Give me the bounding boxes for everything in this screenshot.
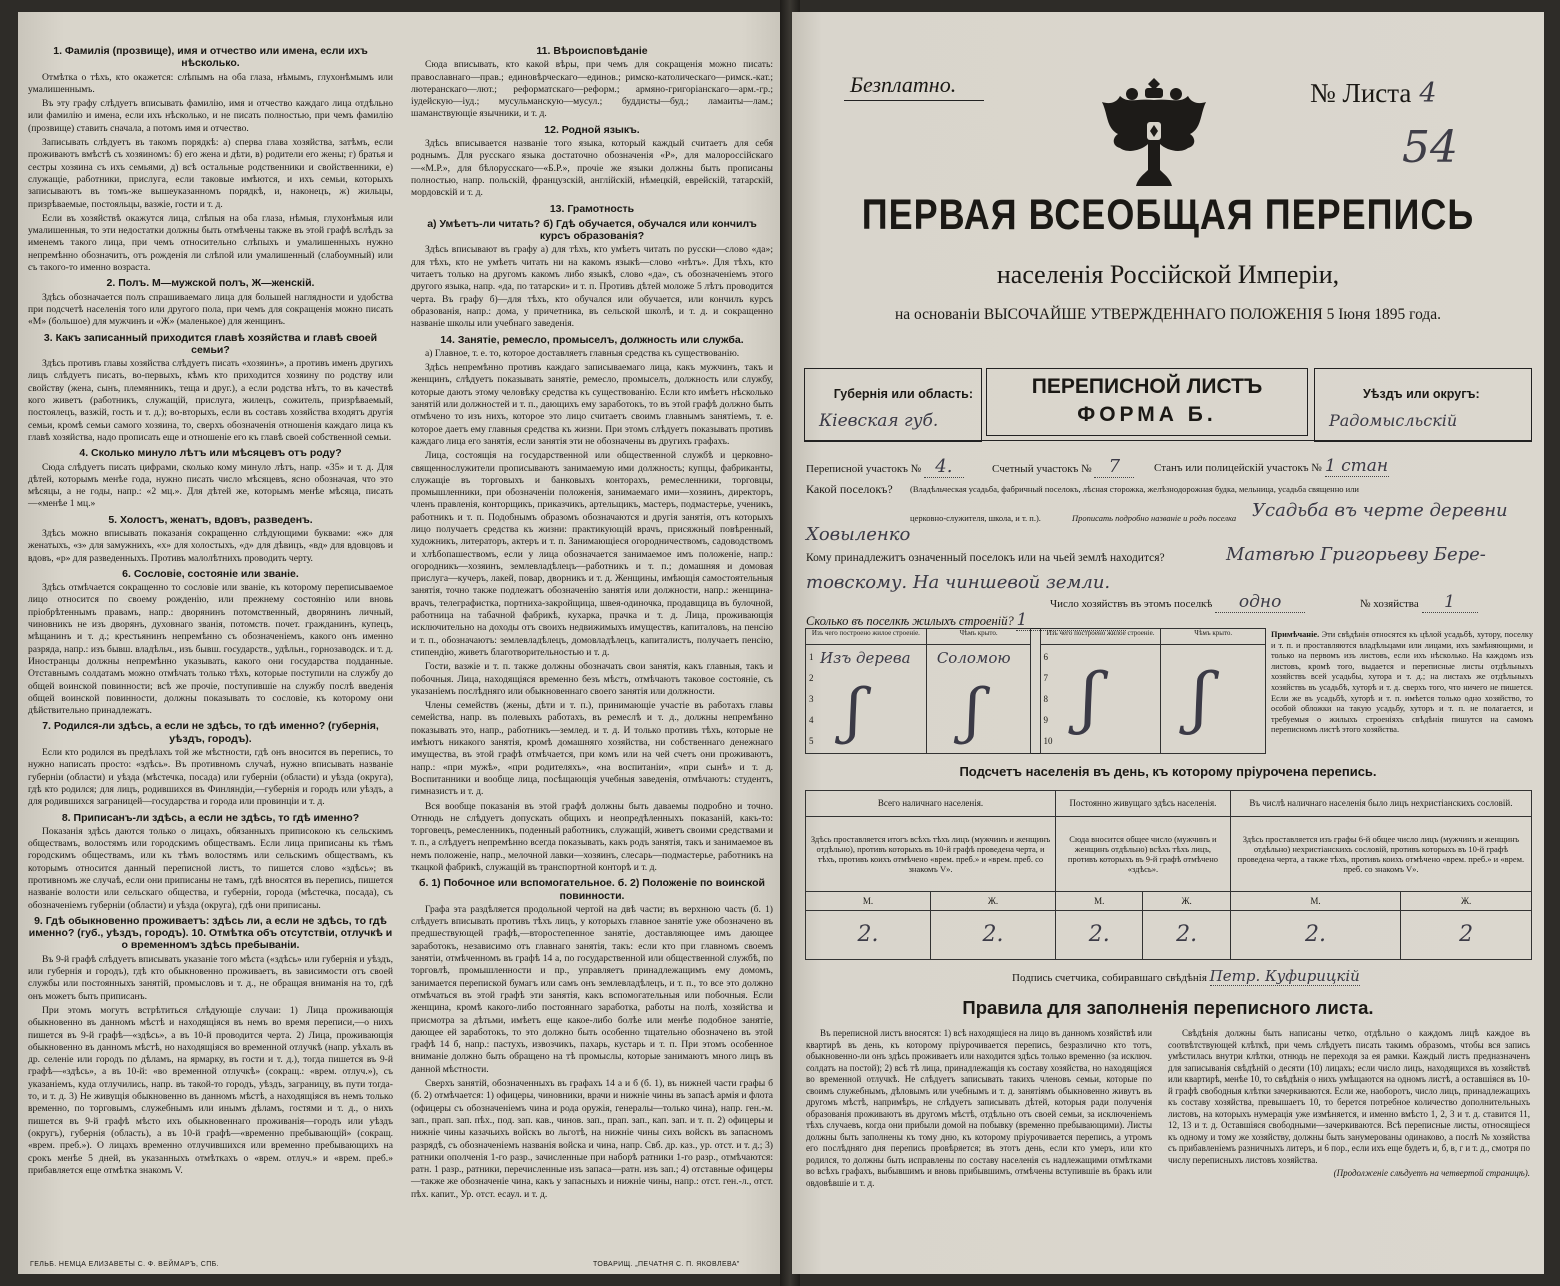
police-district-value: 1 стан <box>1324 456 1389 476</box>
decree-line: на основаніи ВЫСОЧАЙШЕ УТВЕРЖДЕННАГО ПОЛОЖЕНІЯ 5 Іюня 1895 года. <box>894 306 1442 323</box>
printer-imprint-right: ТОВАРИЩ. „ПЕЧАТНЯ С. П. ЯКОВЛЕВА" <box>593 1261 740 1268</box>
instruction-paragraph: Сюда слѣдуетъ писать цифрами, сколько кому минуло лѣтъ, напр. «35» и т. д. Для дѣтей, которымъ менѣе года, нужно писать число мѣсяцевъ, ясно обозначая, что это мѣсяцы, а не годы, напр.: «2 мц.». Для дѣтей же, которымъ менѣе мѣсяца, писать—«менѣе 1 мц.» <box>28 461 393 510</box>
census-district-value: 4. <box>924 456 964 478</box>
enumerator-signature: Петр. Куфирицкій <box>1209 967 1360 985</box>
rules-column-2 <box>1168 1028 1530 1180</box>
total-female-value: 2. <box>931 910 1056 959</box>
printer-imprint-left: ГЕЛЬБ. НЕМЦА ЕЛИЗАВЕТЫ С. Ф. ВЕЙМАРЪ, СПБ. <box>30 1261 219 1268</box>
resident-population-desc: Сюда вносится общее число (мужчинъ и женщинъ отдѣльно) всѣхъ тѣхъ лицъ, противъ которыхъ въ 9-й графѣ отмѣчено «здѣсь». <box>1056 816 1231 891</box>
non-christian-desc: Здѣсь проставляется изъ графы 6-й общее число лицъ (мужчинъ и женщинъ отдѣльно) нехристіанскихъ сословій, противъ которыхъ въ 10-й графѣ проведена черта, а также тѣхъ, противъ коихъ отмѣчено «врем. преб.» и «врем. преб. со знакомъ V». <box>1230 816 1531 891</box>
instruction-paragraph: Члены семействъ (жены, дѣти и т. п.), принимающіе участіе въ работахъ главы семейства, напр. въ полевыхъ работахъ, въ ремеслѣ и т. д., должны непремѣнно показывать это, напр., работникъ—землед. и т. д. И только противъ тѣхъ, которые не имѣютъ никакого занятія, кромѣ домашняго хозяйства, ни собственнаго денежнаго имущества, въ этой графѣ отмѣчается, при комъ или на чей счетъ они проживаютъ, напр.: «при мужѣ», «при родителяхъ», «на воспитаніи», «при сынѣ» и т. д. Воспитанники и вообще лица, посѣщающія учебныя заведенія, отмѣчаютъ: студентъ, гимназистъ и т. д. <box>411 700 773 798</box>
resident-female-header: Ж. <box>1143 891 1230 910</box>
province-label: Губернія или область: <box>833 387 973 401</box>
rules-continuation: (Продолженіе слѣдуетъ на четвертой страницѣ). <box>1333 1168 1530 1178</box>
form-letter: ФОРМА Б. <box>1077 403 1217 426</box>
instruction-heading: б. 1) Побочное или вспомогательное. б. 2) Положеніе по воинской повинности. <box>419 877 765 902</box>
instruction-heading: 4. Сколько минуло лѣтъ или мѣсяцевъ отъ роду? <box>79 447 342 460</box>
rules-column-1: Въ переписной листъ вносятся: 1) всѣ находящіеся на лицо въ данномъ хозяйствѣ или квартирѣ въ день, къ которому пріурочивается перепись, безразлично кто тотъ, обыкновенно-ли онъ здѣсь проживаетъ или находится здѣсь только временно (за исключ. солдатъ на постой); 2) всѣ тѣ лица, принадлежащія къ составу хозяйства, но находящіяся во временной отлучкѣ. Не слѣдуетъ записывать такихъ членовъ семьи, которые по своимъ служебнымъ, дѣловымъ или учебнымъ и т. д. занятіямъ обыкновенно живутъ въ другомъ мѣстѣ, напримѣръ, не слѣдуетъ записывать дѣтей, которыя ради полученія образованія проживаютъ въ другомъ мѣстѣ, отдѣльно отъ своей семьи, за исключеніемъ тѣхъ случаевъ, когда они прибыли домой на побывку (временно пребывающими). Листы должны быть заполнены къ тому дню, къ которому пріурочивается перепись, а утромъ его послѣдняго дня перепись провѣряется; въ этотъ день, если кто умеръ, или кто родился, то должны быть исправлены по составу населенія съ надлежащими отмѣтками во всѣхъ графахъ, выбывшимъ и вновь прибывшимъ, отмѣчены вступившіе въ бракъ или овдовѣвшіе и т. д. <box>806 1028 1152 1188</box>
double-headed-eagle-emblem <box>1098 74 1210 194</box>
building-row-number: 2 <box>809 673 814 683</box>
population-count-table <box>805 790 1532 960</box>
building-row-number: 3 <box>809 694 814 704</box>
owner-label: Кому принадлежитъ означенный поселокъ или на чьей землѣ находится? <box>806 552 1165 564</box>
instruction-heading: 6. Сословіе, состояніе или званіе. <box>122 567 299 580</box>
instruction-paragraph: Здѣсь обозначается полъ спрашиваемаго лица для большей наглядности и удобства при подсчетѣ населенія того или другого пола, при чемъ для сокращенія можно писать «М» (большое) для мужчинъ и «Ж» (маленькое) для женщинъ. <box>28 291 393 328</box>
non-christian-male-header: М. <box>1230 891 1400 910</box>
census-district-field <box>806 456 964 478</box>
resident-male-header: М. <box>1056 891 1143 910</box>
building-dash-left: ʃ <box>846 676 863 746</box>
instruction-paragraph: Сюда вписывать, кто какой вѣры, при чемъ для сокращенія можно писать: православнаго—прав.; единовѣрческаго—единов.; римско-католическаго—римск.-кат.; лютеранскаго—лют.; реформатскаго—реформ.; армяно-григоріанскаго—арм.-гр.; іудейскую—іуд.; мусульманскую—мусул.; буддисты—буд.; ламаиты—лам.; шаманствующіе язычники, и т. д. <box>411 59 773 120</box>
settlement-label: Какой поселокъ? <box>806 482 893 496</box>
household-number-label: № хозяйства <box>1360 598 1419 610</box>
form-name: ПЕРЕПИСНОЙ ЛИСТЪ <box>1031 375 1263 398</box>
province-value: Кіевская губ. <box>819 411 939 431</box>
census-district-label: Переписной участокъ № <box>806 463 922 475</box>
instructions-column-1 <box>28 42 393 1179</box>
instruction-paragraph: Вся вообще показанія въ этой графѣ должны быть даваемы подробно и точно. Отнюдь не слѣдуетъ допускать общихъ и неопредѣленныхъ показаній, какъ-то: торговецъ, ремесленникъ, поденный работникъ, служащій, живетъ своими средствами и т. п., а слѣдуетъ непремѣнно всегда показывать, какъ родъ занятія, такъ и занимаемое въ немъ положеніе, напр., мелочной лавки—хозяинъ, слесарь—подмастерье, работникъ на ткацкой фабрикѣ, служащій въ транспортной конторѣ и т. д. <box>411 800 773 873</box>
buildings-table <box>805 628 1266 754</box>
building-row-number: 1 <box>809 652 814 662</box>
household-number-value: 1 <box>1422 592 1478 613</box>
instruction-heading: 9. Гдѣ обыкновенно проживаетъ: здѣсь ли, а если не здѣсь, то гдѣ именно? (губ., уѣздъ, городъ). 10. Отмѣтка объ отсутствіи, отлучкѣ и о временномъ здѣсь пребываніи. <box>28 914 393 952</box>
building-row-number: 5 <box>809 736 814 746</box>
sheet-number-value: 4 <box>1419 78 1437 109</box>
instruction-heading: 14. Занятіе, ремесло, промыселъ, должность или служба. <box>440 333 744 346</box>
building-dash-roof: ʃ <box>964 676 982 746</box>
instruction-heading: 12. Родной языкъ. <box>544 123 640 136</box>
building-row-number: 6 <box>1043 652 1049 662</box>
settlement-note-2: церковно-служителя, школа, и т. п.). <box>910 513 1041 523</box>
building-row-number: 10 <box>1043 736 1053 746</box>
resident-female-value: 2. <box>1143 910 1230 959</box>
instruction-paragraph: Записывать слѣдуетъ въ такомъ порядкѣ: а) сперва глава хозяйства, затѣмъ, если проживаютъ вмѣстѣ съ хозяиномъ: б) его жена и дѣти, в) родители его жены; г) братья и сестры хозяина съ ихъ семьями, д) всѣ остальные родственники и свойственники, е) служащіе, работники, прислуга, если таковые имѣются, и ихъ семьи, которыхъ записываютъ въ томъ-же вышеуказанномъ порядкѣ, и, наконецъ, ж) жильцы, призрѣваемые, постояльцы, вазжіе, гости и т. д. <box>28 137 393 210</box>
instruction-paragraph: Гости, вазжіе и т. п. также должны обозначать свои занятія, какъ главныя, такъ и побочныя. Лица, находящіяся временно безъ мѣстъ, отмѣчаютъ таковое состояніе, съ указаніемъ послѣдняго или обыкновеннаго своего занятія или должности. <box>411 661 773 697</box>
settlement-value-2: Ховыленко <box>806 524 911 545</box>
instruction-paragraph: Показанія здѣсь даются только о лицахъ, обязанныхъ приписокою къ сельскимъ обществамъ, волостямъ или городскимъ обществамъ. Если лица приписаны къ тѣмъ городскимъ обществамъ, или къ тѣмъ волостямъ или сельскимъ обществамъ, къ которымъ относится данный переписной листъ, то пишется слово «здѣсь»; въ противномъ же случаѣ, если они приписаны не тамъ, гдѣ вносятся въ перепись, пишется названіе волости или сельскаго общества, и губерніи, города (мѣстечка, посада), съ обозначеніемъ губерніи (области) и уѣзда (округа), гдѣ они приписаны. <box>28 825 393 911</box>
instruction-paragraph: Если кто родился въ предѣлахъ той же мѣстности, гдѣ онъ вносится въ перепись, то нужно написать просто: «здѣсь». Въ противномъ случаѣ, нужно вписывать названіе губерніи (области) и уѣзда (мѣстечка, посада) или губерніи (области) и уѣзда (округа), гдѣ кто родился; для лицъ, родившихся въ Финляндіи,—губернія и городъ или уѣздъ, а для родившихся заграницей—государства и города или провинціи и т. д. <box>28 747 393 808</box>
total-population-desc: Здѣсь проставляется итогъ всѣхъ тѣхъ лицъ (мужчинъ и женщинъ отдѣльно), противъ которыхъ въ 10-й графѣ проведена черта, и тѣхъ, противъ коихъ отмѣчено «врем. преб.» и «врем. преб. со знакомъ V». <box>806 816 1056 891</box>
buildings-label: Сколько въ поселкѣ жилыхъ строеній? <box>806 614 1014 628</box>
sheet-number-label: № Листа <box>1310 78 1412 108</box>
district-label: Уѣздъ или округъ: <box>1363 387 1480 401</box>
building-1-material: Изъ дерева <box>820 649 911 667</box>
instruction-heading: 13. Грамотность <box>549 202 635 215</box>
instruction-paragraph: Въ 9-й графѣ слѣдуетъ вписывать указаніе того мѣста («здѣсь» или губернія и уѣздъ, или губернія и городъ), гдѣ кто обыкновенно проживаетъ, въ зависимости отъ своей службы или постоянныхъ занятій, промысловъ и т. д., не обращая вниманія на то, гдѣ онъ можетъ быть приписанъ. <box>28 953 393 1002</box>
instruction-paragraph: Здѣсь можно вписывать показанія сокращенно слѣдующими буквами: «ж» для женатыхъ, «з» для замужнихъ, «х» для холостыхъ, «д» для дѣвицъ, «вд» для вдовцовъ и вдовъ, «р» для разведенныхъ. Противъ малолѣтнихъ проводить черту. <box>28 527 393 564</box>
count-district-value: 7 <box>1094 456 1134 478</box>
district-box <box>1314 368 1532 442</box>
households-value: одно <box>1215 592 1305 613</box>
instruction-paragraph: Здѣсь противъ главы хозяйства слѣдуетъ писать «хозяинъ», а противъ именъ другихъ лицъ слѣдуетъ писать, во-первыхъ, кѣмъ кто приходится хозяину по родству или свойству (жена, сынъ, племянникъ, теща и друг.), а если родства нѣтъ, то въ качествѣ кого живетъ (работникъ, служащій, прислуга, жилецъ, сожитель, призрѣваемый, постоялецъ, вазжій, гость и т. д.); во-вторыхъ, если въ составъ хозяйства входятъ другія семьи, кромѣ семьи самого хозяина, то, сверхъ обозначенія отношенія каждаго лица къ главѣ хозяйства, надо прописать еще и отношеніе его къ главѣ своей собственной семьи. <box>28 358 393 443</box>
buildings-note <box>1271 630 1533 736</box>
instruction-paragraph: При этомъ могутъ встрѣтиться слѣдующіе случаи: 1) Лица проживающія обыкновенно въ данномъ мѣстѣ и находящіяся въ немъ во время переписи,—о нихъ пишется въ 9-й графѣ—«здѣсь», а въ 10-й проводится черта. 2) Лица, проживающія обыкновенно въ данномъ мѣстѣ, но находящіяся во временной отлучкѣ (напр. уѣхалъ въ др. селеніе или городъ по дѣламъ, на ярмарку, въ гости и т. д.), тогда пишется въ 9-й графѣ—«здѣсь», а въ 10-й: «во временной отлучкѣ» (сокращ.: «врем. отлуч.»), съ указаніемъ, куда отлучились, напр. въ такой-то городъ, уѣздъ, заграницу, въ пути тогда-то, и т. д. 3) Не живущія обыкновенно въ данномъ мѣстѣ, а находящіяся въ немъ только временно, по торговымъ, служебнымъ или инымъ дѣламъ, гостями и т. д., о нихъ пишется въ 9-й графѣ мѣсто ихъ обыкновеннаго проживанія—городъ или уѣздъ (округъ), губернія (область), а въ 10-й графѣ—«временно пребывающій» (сокращ. «врем. преб.»). О лицахъ временно отлучившихся или временно пребывающихъ на срокъ менѣе 5 дней, въ указанныхъ отмѣткахъ о «врем. отлуч.» и «врем. преб.» прибавляется еще отмѣтка знакомъ V. <box>28 1004 393 1176</box>
form-subtitle: населенія Россійской Имперіи, <box>996 260 1340 289</box>
form-title: ПЕРВАЯ ВСЕОБЩАЯ ПЕРЕПИСЬ <box>861 190 1475 239</box>
district-value: Радомысльскій <box>1329 411 1458 430</box>
buildings-row-numbers-left <box>806 645 927 754</box>
buildings-value: 1 <box>1016 610 1126 631</box>
household-number-field <box>1360 592 1478 613</box>
instruction-paragraph: Здѣсь отмѣчается сокращенно то сословіе или званіе, къ которому переписываемое лицо относится по своему рожденію, или прежнему состоянію или вновь пріобрѣтеннымъ правамъ, напр.: дворянинъ потомственный, дворянинъ личный, чиновникъ не изъ дворянъ, духовнаго званія, потомств. почет. гражданинъ, купецъ, мѣщанинъ и т. д.; крестьянинъ непремѣнно съ обозначеніемъ, какого онъ именно разряда, напр.: изъ бывш. владѣльч., изъ бывш. государств., удѣльн., горнозаводск. и т. д. Иностранцы должны непремѣнно указывать, какого они государства подданные. Отставнымъ солдатамъ можно отмѣчать только тѣхъ, которые поступили на службу до общей воинской повинности; всѣ же прочіе, поступившіе на службу послѣ введенія общей воинской повинности, должны показывать то сословіе, къ которому они дѣйствительно принадлежатъ. <box>28 582 393 717</box>
non-christian-male-value: 2. <box>1230 910 1400 959</box>
settlement-value: Усадьба въ черте деревни <box>1252 500 1508 521</box>
total-male-value: 2. <box>806 910 931 959</box>
buildings-roof-header-2: Чѣмъ крыто. <box>1161 629 1266 645</box>
table-divider-2 <box>1031 645 1040 754</box>
note-heading: Примѣчаніе. <box>1271 630 1320 639</box>
buildings-roof-header: Чѣмъ крыто. <box>926 629 1031 645</box>
settlement-note: (Владѣльческая усадьба, фабричный поселокъ, лѣсная сторожка, желѣзнодорожная будка, мельница, усадьба священно или <box>910 484 1359 494</box>
census-form-page <box>792 12 1544 1274</box>
instruction-paragraph: а) Главное, т. е. то, которое доставляетъ главныя средства къ существованію. <box>425 347 740 359</box>
free-underline <box>844 100 984 101</box>
instruction-heading: 5. Холостъ, женатъ, вдовъ, разведенъ. <box>108 513 313 526</box>
building-1-roof: Соломою <box>936 649 1011 667</box>
sheet-number <box>1310 78 1437 109</box>
building-dash-right: ʃ <box>1080 659 1099 736</box>
building-roof-cell <box>926 645 1031 754</box>
instruction-heading: 1. Фамилія (прозвище), имя и отчество или имена, если ихъ нѣсколько. <box>53 45 368 70</box>
instruction-paragraph: Графа эта раздѣляется продольной чертой на двѣ части; въ верхнюю часть (б. 1) слѣдуетъ вписывать противъ тѣхъ лицъ, у которыхъ главное занятіе уже обозначено въ предшествующей графѣ,—второстепенное занятіе, доставляющее имъ дающее заработокъ, независимо отъ главнаго занятія, такъ: если кто при главномъ своемъ занятіи, отмѣченномъ въ графѣ 14 а, по государственной или общественной службѣ, по торговлѣ, промышленности и пр., управляетъ принадлежащимъ ему домомъ, занимается перепиской бумагъ или самъ онъ землевладѣлецъ, и т. п., то все это должно отмѣчаться въ этой графѣ эти занятія, какъ вспомогательныя или побочныя. Если женщина, кромѣ какого-либо постояннаго заработка, работы на полѣ, хозяйства и присмотра за дѣтьми, имѣетъ еще какое-либо болѣе или менѣе подобное занятіе, дающее ей заработокъ, то это должно быть особенно тщательно обозначено въ этой графѣ 14 б, напр.: пастухъ, извозчикъ, пахарь, кустарь и т. п. При этомъ особенное вниманіе должно быть обращено на тѣ промыслы, которые занимаютъ много лицъ въ данной мѣстности. <box>411 903 773 1075</box>
instruction-paragraph: Сверхъ занятій, обозначенныхъ въ графахъ 14 а и б (б. 1), въ нижней части графы б (б. 2) отмѣчается: 1) офицеры, чиновники, врачи и нижніе чины въ запасѣ армія и флота (офицеры съ обозначеніемъ чина и рода оружія, генералы—только чина), напр. ген.-м. зап., прап. зап. пѣх., под. зап. кав., чинов. зап., прап. зап., кап. зап. и т. п. 2) офицеры и нижніе чины казачьихъ войскъ во льготѣ, на нижніе чины сихъ войскъ въ запасномъ разрядѣ, съ обозначеніемъ названія войска и чина, напр. Свб. др. каз., ур. отст. и т. д.; 3) ратники ополченія 1-го разр., зачисленные при наборѣ ратники 1-го разр., отмѣчаются: ратн. 1 разр., ратники, перечисленные изъ запаса—ратн. изъ зап.; 4) отставные офицеры—также же обозначеніе чина, какъ у запасныхъ и нижніе чины, напр.: отст. ген.-л., отст. пѣх. капит., Ур. отст. есаул. и т. д. <box>411 1078 773 1200</box>
instruction-paragraph: Въ эту графу слѣдуетъ вписывать фамилію, имя и отчество каждаго лица отдѣльно или фамилію и имена, если ихъ нѣсколько, и не писать полностью, при чемъ фамилію (прозвище) ставить сначала, а потомъ имя и отчество. <box>28 98 393 134</box>
non-christian-header: Въ числѣ наличнаго населенія было лицъ нехристіанскихъ сословій. <box>1230 791 1531 817</box>
buildings-row-numbers-right <box>1040 645 1161 754</box>
enumerator-signature-label: Подпись счетчика, собиравшаго свѣдѣнія <box>1012 972 1207 984</box>
owner-value-2: товскому. На чиншевой земли. <box>806 572 1111 593</box>
non-christian-female-value: 2 <box>1401 910 1532 959</box>
building-roof-cell-2 <box>1161 645 1266 754</box>
building-row-number: 9 <box>1043 715 1049 725</box>
instruction-heading: а) Умѣетъ-ли читать? б) Гдѣ обучается, обучался или кончилъ курсъ образованія? <box>427 217 757 243</box>
building-row-number: 4 <box>809 715 814 725</box>
note-text: Эти свѣдѣнія относятся къ цѣлой усадьбѣ, хутору, поселку и т. п. и проставляются владѣльцами или лицами, ихъ замѣняющими, и только на первомъ изъ листовъ, если ихъ нѣсколько. На каждомъ изъ листовъ, кромѣ того, выдается и переписные листы отдѣльныхъ хозяйствъ всей усадьбы, хутора и т. д.; на листахъ же отдѣльныхъ хозяйствъ въ усадьбѣ, хуторѣ и т. д. сверхъ того, что ничего не пишется. Если же въ усадьбѣ, хуторѣ и т. п. имѣется только одно хозяйство, то особой обложки на такую усадьбу, хуторъ и т. п. не полагается, и требуемыя о жилыхъ строеніяхъ свѣдѣнія пишутся на самомъ переписномъ листѣ этого хозяйства. <box>1271 630 1533 735</box>
rules-title: Правила для заполненія переписного листа. <box>962 997 1374 1018</box>
province-box <box>804 368 982 442</box>
form-type-box <box>986 368 1308 436</box>
instruction-paragraph: Здѣсь непремѣнно противъ каждаго записываемаго лица, какъ мужчинъ, такъ и женщинъ, слѣдуетъ показывать занятіе, ремесло, промыселъ, должность или службу, которые даютъ этому человѣку средства къ существованію. Если кто имѣетъ нѣсколько занятій или должностей и т. п., дающихъ ему заработокъ, то въ этой графѣ должно быть отмѣчено то изъ нихъ, которое это лицо считаетъ своимъ главнымъ занятіемъ, т. е. которое даетъ ему главныя средства къ жизни. При этомъ слѣдуетъ показывать противъ каждаго лица его занятія, если занятія эти не обозначены въ другихъ графахъ. <box>411 362 773 447</box>
total-female-header: Ж. <box>931 891 1056 910</box>
instruction-heading: 8. Приписанъ-ли здѣсь, а если не здѣсь, то гдѣ именно? <box>61 811 360 824</box>
total-population-header: Всего наличнаго населенія. <box>806 791 1056 817</box>
count-district-field <box>992 456 1134 478</box>
instructions-page <box>18 12 788 1274</box>
table-divider <box>1031 629 1040 645</box>
building-row-number: 7 <box>1043 673 1049 683</box>
free-of-charge-label: Безплатно. <box>850 72 957 97</box>
owner-value: Матвѣю Григорьеву Бере- <box>1226 544 1486 565</box>
police-district-field <box>1154 456 1389 477</box>
instruction-paragraph: Отмѣтка о тѣхъ, кто окажется: слѣпымъ на оба глаза, нѣмымъ, глухонѣмымъ или умалишеннымъ. <box>28 71 393 95</box>
resident-male-value: 2. <box>1056 910 1143 959</box>
instructions-column-2 <box>411 42 773 1203</box>
settlement-note-3: Прописать подробно названіе и родъ поселка <box>1072 513 1237 523</box>
instruction-paragraph: Лица, состоящія на государственной или общественной службѣ и церковно-священнослужители прописываютъ занимаемую ими должность; купцы, фабриканты, служащіе въ торговыхъ и банковыхъ конторахъ, ремесленники, торговцы, промышленники, при обозначеніи положенія, занимаемаго ими—хозяинъ, директоръ, членъ правленія, конторщикъ, приказчикъ, артельщикъ, мастеръ, подмастерье, ученикъ, работникъ и т. п. Подобнымъ образомъ обозначаются и другія занятія, отъ которыхъ лицо получаетъ средства къ жизни: практикующій врачъ, присяжный повѣренный, художникъ, литераторъ, актеръ и т. п. Занимающіеся огородничествомъ, садоводствомъ и хлѣбопашествомъ, если у лица обозначается занимаемое имъ положеніе, напр.: огородникъ—хозяинъ, землевладѣлецъ—работникъ и т. п.; домашняя и домовая прислуга—кучеръ, лакей, повар, дворникъ и т. д. Женщины, имѣющія самостоятельныя занятія, точно также подлежатъ обозначенію занятія или должности, напр.: женщина-врачъ, телеграфистка, портниха-закройщица, швея-одиночка, продавщица въ булочной, работница на табачной фабрикѣ, кухарка, прачка и т. д. Лица, проживающія исключительно на доходы отъ своихъ недвижимыхъ имуществъ, капиталовъ, на пенсію и т. п., обозначаютъ: землевладѣлецъ, домовладѣлецъ, капиталистъ, получаетъ пенсію, стипендію, живетъ благотворительностью и т. д. <box>411 450 773 658</box>
population-count-title: Подсчетъ населенія въ день, къ которому пріурочена перепись. <box>959 764 1377 779</box>
households-label: Число хозяйствъ въ этомъ поселкѣ <box>1050 598 1213 610</box>
buildings-material-header-2: Изъ чего построено жилое строеніе. <box>1040 629 1161 645</box>
instruction-heading: 7. Родился-ли здѣсь, а если не здѣсь, то гдѣ именно? (губернія, уѣздъ, городъ). <box>42 720 379 745</box>
instruction-heading: 2. Полъ. М—мужской полъ, Ж—женскій. <box>106 277 315 290</box>
building-row-number: 8 <box>1043 694 1049 704</box>
header-rule <box>804 440 1532 441</box>
instruction-paragraph: Здѣсь вписывают въ графу а) для тѣхъ, кто умѣетъ читать по русски—слово «да»; для тѣхъ, кто не умѣетъ читать ни на какомъ языкѣ—слово «нѣтъ». Для тѣхъ, кто читаетъ только на другомъ какомъ либо языкѣ, слово «да», съ обозначеніемъ этого другого языка, напр. «да, по татарски» и т. п. Противъ дѣтей моложе 5 лѣтъ проводится черта. Въ графу б)—для тѣхъ, кто обучался или обучается, или кончилъ курсъ образованія, напр.: дома, у причетника, въ сельской школѣ, и т. д. и сокращенно названіе школы или учебнаго заведенія. <box>411 244 773 330</box>
count-district-label: Счетный участокъ № <box>992 463 1092 475</box>
instruction-heading: 3. Какъ записанный приходится главѣ хозяйства и главѣ своей семьи? <box>43 331 378 356</box>
instruction-heading: 11. Вѣроисповѣданіе <box>536 45 648 57</box>
buildings-material-header: Изъ чего построено жилое строеніе. <box>806 629 927 645</box>
non-christian-female-header: Ж. <box>1401 891 1532 910</box>
enumerator-signature-field <box>1012 967 1360 986</box>
police-district-label: Станъ или полицейскій участокъ № <box>1154 462 1322 474</box>
instruction-paragraph: Если въ хозяйствѣ окажутся лица, слѣпыя на оба глаза, нѣмыя, глухонѣмыя или умалишенныя, то эти недостатки должны быть отмѣчены также въ этой графѣ вслѣдъ за именемъ такого лица, при чемъ относительно слѣпыхъ и умалишенныхъ нужно непремѣнно обозначить, отъ рожденія ли слѣпой или умалишенный (слабоумный) или съ такого-то именно возраста. <box>28 212 393 274</box>
total-male-header: М. <box>806 891 931 910</box>
instruction-paragraph: Здѣсь вписывается названіе того языка, который каждый считаетъ для себя роднымъ. Для русскаго языка достаточно обозначенія «Р», для малороссійскаго—«М.Р.», для бѣлорусскаго—«Б.Р.», прочіе же языки должны быть прописаны полностью, напр. польскій, французскій, англійскій, нѣмецкій, еврейскій, татарскій, мордовскій и т. д. <box>411 138 773 199</box>
building-dash-roof-2: ʃ <box>1191 659 1210 736</box>
resident-population-header: Постоянно живущаго здѣсь населенія. <box>1056 791 1231 817</box>
rules-column-2-text: Свѣдѣнія должны быть написаны четко, отдѣльно о каждомъ лицѣ каждое въ соотвѣтствующей клѣткѣ, при чемъ слѣдуетъ писать такимъ образомъ, чтобы вся запись умѣстилась внутри клѣтки, отнюдь не переходя за ея рамки. Каждый листъ предназначенъ для записыванія свѣдѣній о десяти (10) лицахъ; если число лицъ, находящихся въ хозяйствѣ или квартирѣ, менѣе 10, то свѣдѣнія о нихъ умѣщаются на одномъ листѣ, а оставшіяся въ 10-й графѣ свободныя клѣтки зачеркиваются. Если же, наоборотъ, число лицъ, принадлежащихъ къ составу хозяйства, превышаетъ 10, то берется потребное количество дополнительныхъ листовъ, на которыхъ нумерація уже измѣняется, и именно вмѣсто 1, 2, 3 и т. д. ставится 11, 12, 13 и т. д. Оставшіяся свободными—зачеркиваются. Всѣ переписные листы, относящіеся къ одному и тому же хозяйству, должны быть занумерованы одинаково, а послѣ № хозяйства съ прибавленіемъ разничныхъ литеръ, и 6 пор., если ихъ еще будетъ и, б, в, г и т. д., смотря по числу переписныхъ листовъ хозяйства. <box>1168 1028 1530 1165</box>
archive-page-number: 54 <box>1402 122 1458 173</box>
